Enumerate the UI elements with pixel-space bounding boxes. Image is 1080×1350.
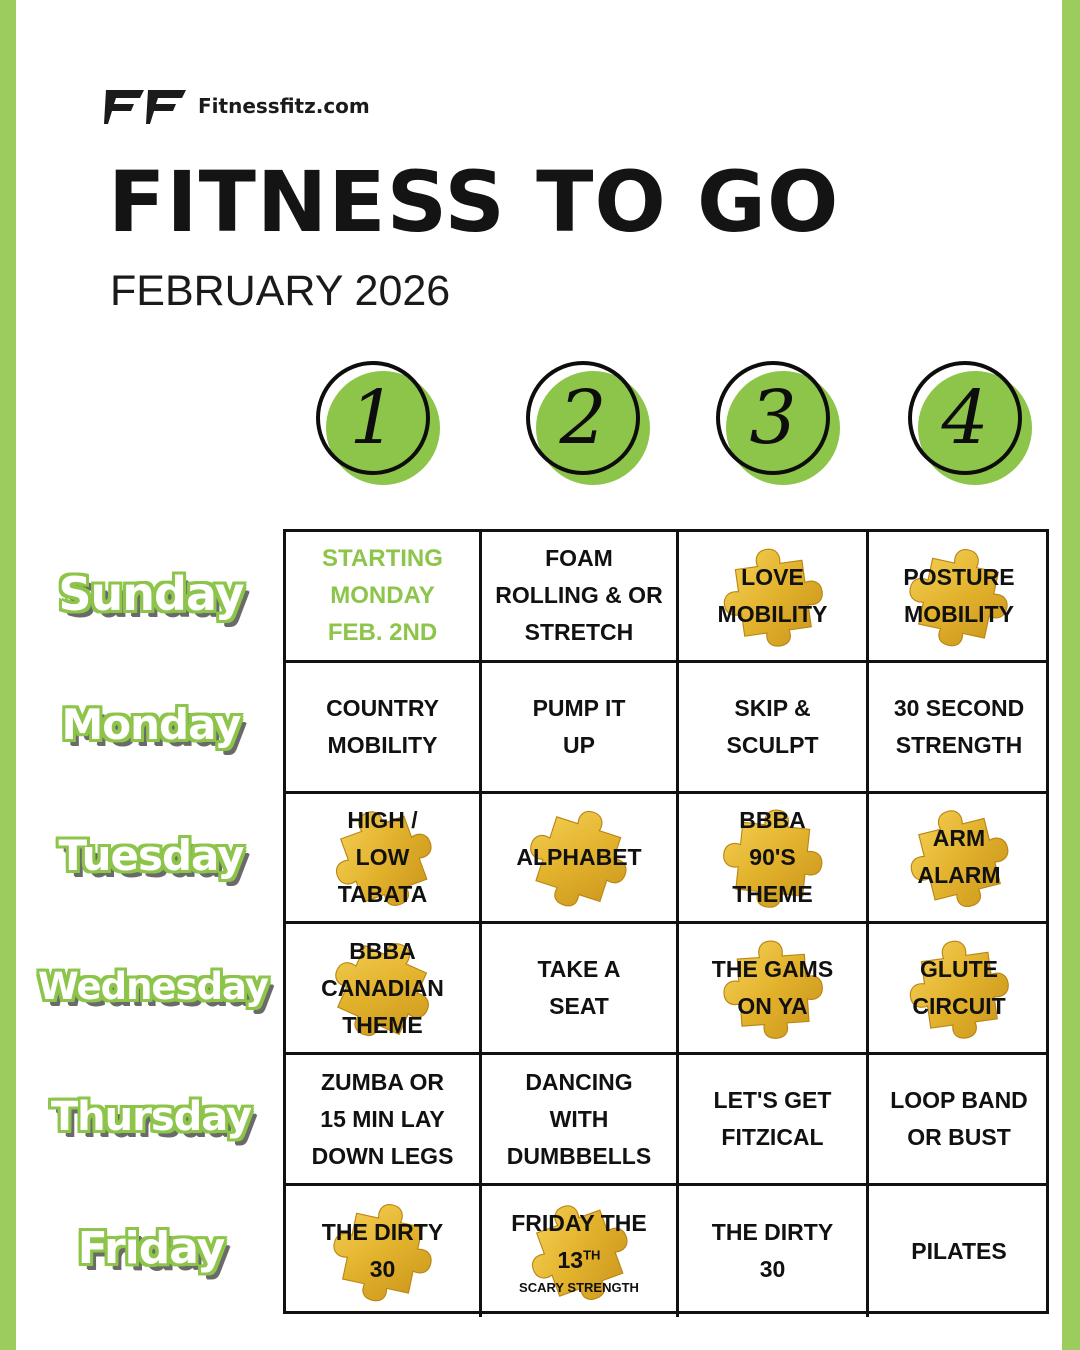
day-label-sunday: Sunday <box>58 567 244 621</box>
schedule-cell-thursday-week-4 <box>869 1055 1049 1186</box>
workout-name: LOVE MOBILITY <box>717 563 828 627</box>
schedule-cell-tuesday-week-1 <box>286 794 482 925</box>
workout-name: STARTING MONDAY FEB. 2ND <box>322 545 443 647</box>
schedule-cell-monday-week-3 <box>679 663 869 794</box>
workout-name: TAKE A SEAT <box>537 956 621 1020</box>
schedule-cell-sunday-week-3 <box>679 532 869 663</box>
brand-name: Fitnessfitz.com <box>198 94 370 118</box>
page-subtitle: FEBRUARY 2026 <box>110 267 451 315</box>
workout-name: POSTURE MOBILITY <box>903 563 1015 627</box>
brand-header <box>104 86 370 126</box>
week-1-badge <box>314 357 442 487</box>
workout-name: THE DIRTY 30 <box>321 1219 444 1283</box>
schedule-cell-sunday-week-1 <box>286 532 482 663</box>
week-4-badge <box>906 357 1034 487</box>
workout-name: FOAM ROLLING & OR STRETCH <box>495 545 663 646</box>
week-2-badge <box>524 357 652 487</box>
workout-name: COUNTRY MOBILITY <box>326 694 439 758</box>
workout-name: BBBA 90'S THEME <box>732 806 813 907</box>
schedule-cell-monday-week-2 <box>482 663 679 794</box>
workout-name: PILATES <box>911 1237 1007 1264</box>
schedule-cell-friday-week-2 <box>482 1186 679 1317</box>
workout-subtitle: SCARY STRENGTH <box>519 1280 639 1296</box>
workout-name: FRIDAY THE 13TH SCARY STRENGTH <box>511 1210 647 1296</box>
day-label-thursday: Thursday <box>50 1094 252 1141</box>
workout-name: 30 SECOND STRENGTH <box>893 694 1025 758</box>
week-number: 3 <box>749 375 797 461</box>
day-label-wednesday: Wednesday <box>38 964 268 1008</box>
schedule-cell-wednesday-week-4 <box>869 924 1049 1055</box>
week-number: 4 <box>941 375 989 461</box>
schedule-cell-thursday-week-3 <box>679 1055 869 1186</box>
schedule-cell-thursday-week-1 <box>286 1055 482 1186</box>
page-title: FITNESS TO GO <box>108 153 840 251</box>
schedule-cell-friday-week-4 <box>869 1186 1049 1317</box>
schedule-cell-wednesday-week-3 <box>679 924 869 1055</box>
workout-name: ALPHABET <box>516 843 642 870</box>
workout-name: PUMP IT UP <box>532 694 626 758</box>
schedule-cell-wednesday-week-2 <box>482 924 679 1055</box>
left-green-stripe <box>0 0 16 1350</box>
schedule-cell-monday-week-4 <box>869 663 1049 794</box>
workout-name: LOOP BAND OR BUST <box>890 1087 1028 1151</box>
workout-name: ARM ALARM <box>917 825 1001 889</box>
workout-name: LET'S GET FITZICAL <box>713 1087 832 1151</box>
workout-name: ZUMBA OR 15 MIN LAY DOWN LEGS <box>311 1068 454 1169</box>
schedule-cell-wednesday-week-1 <box>286 924 482 1055</box>
schedule-cell-friday-week-1 <box>286 1186 482 1317</box>
schedule-cell-sunday-week-4 <box>869 532 1049 663</box>
day-label-monday: Monday <box>61 700 241 750</box>
day-label-tuesday: Tuesday <box>58 831 244 881</box>
workout-name: GLUTE CIRCUIT <box>912 956 1006 1020</box>
workout-name: HIGH / LOW TABATA <box>337 806 428 907</box>
right-green-stripe <box>1062 0 1080 1350</box>
week-number: 2 <box>559 375 607 461</box>
workout-name: DANCING WITH DUMBBELLS <box>506 1068 652 1169</box>
day-label-friday: Friday <box>77 1222 225 1274</box>
schedule-cell-tuesday-week-4 <box>869 794 1049 925</box>
schedule-cell-thursday-week-2 <box>482 1055 679 1186</box>
workout-name: BBBA CANADIAN THEME <box>321 937 444 1038</box>
workout-name: SKIP & SCULPT <box>726 694 819 758</box>
schedule-cell-tuesday-week-2 <box>482 794 679 925</box>
workout-name: THE DIRTY 30 <box>711 1219 834 1283</box>
schedule-cell-monday-week-1 <box>286 663 482 794</box>
workout-schedule-grid <box>283 529 1049 1314</box>
workout-name: THE GAMS ON YA <box>711 956 834 1020</box>
fitnessfitz-logo-icon <box>104 86 188 126</box>
ordinal-suffix: TH <box>583 1247 601 1263</box>
week-3-badge <box>714 357 842 487</box>
schedule-cell-sunday-week-2 <box>482 532 679 663</box>
schedule-cell-friday-week-3 <box>679 1186 869 1317</box>
week-number: 1 <box>349 375 397 461</box>
schedule-cell-tuesday-week-3 <box>679 794 869 925</box>
